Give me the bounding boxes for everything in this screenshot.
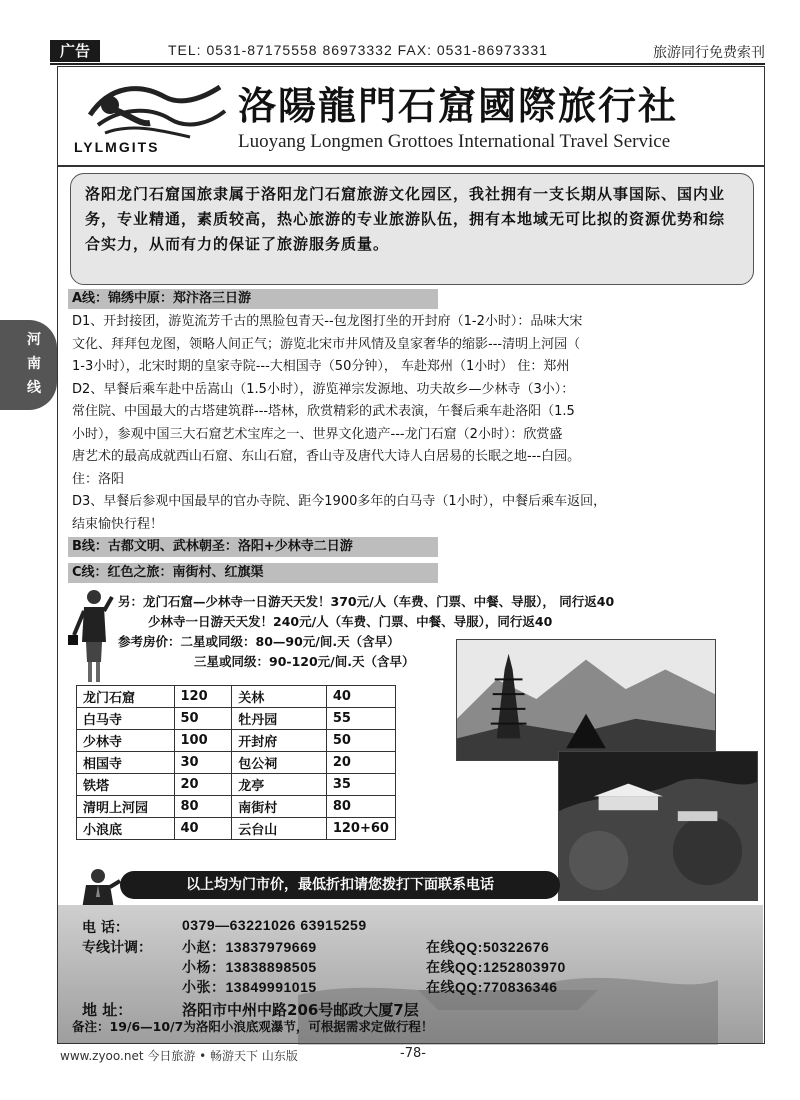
table-row: 龙门石窟 120 关林 40 [77,686,396,708]
promo-line: 少林寺一日游天天发！240元/人（车费、门票、中餐、导服），同行返40 [148,614,553,629]
staff-zhang-qq: 在线QQ:770836346 [426,979,558,995]
page-footer [60,1045,760,1065]
itinerary-line: 住：洛阳 [72,471,125,487]
staff-zhang: 小张：13849991015 [182,979,317,995]
route-a-title: A线：锦绣中原：郑汴洛三日游 [68,289,438,309]
henan-line-tab [0,320,57,410]
logo-acronym: LYLMGITS [74,139,160,155]
itinerary-line: 小时），参观中国三大石窟艺术宝库之一、世界文化遗产---龙门石窟（2小时）：欣赏盛 [72,426,563,442]
agency-header [58,67,764,167]
staff-zhao: 小赵：13837979669 [182,939,317,955]
address-label: 地 址： [82,1001,133,1019]
itinerary-line: D2、早餐后乘车赴中岳嵩山（1.5小时），游览禅宗发源地、功夫故乡—少林寺（3小）： [72,381,575,397]
side-tab-label: 河 南 线 [27,332,41,396]
businessman-icon [76,867,122,909]
table-row: 少林寺 100 开封府 50 [77,730,396,752]
table-row: 清明上河园 80 南街村 80 [77,796,396,818]
route-a-itinerary [72,311,762,536]
festival-note: 备注：19/6—10/7为洛阳小浪底观瀑节，可根据需求定做行程！ [72,1019,434,1034]
temple-photo [558,751,758,901]
table-row: 白马寺 50 牡丹园 55 [77,708,396,730]
free-index-note: 旅游同行免费索刊 [653,45,765,61]
tel-fax-line: TEL: 0531-87175558 86973332 FAX: 0531-86973331 [168,42,548,58]
itinerary-line: D1、开封接团，游览流芳千古的黑脸包青天--包龙图打坐的开封府（1-2小时）：品味大宋 [72,314,583,329]
table-row: 相国寺 30 包公祠 20 [77,752,396,774]
agency-name-en: Luoyang Longmen Grottoes International Travel Service [238,131,671,152]
promo-line: 另：龙门石窟—少林寺一日游天天发！370元/人（车费、门票、中餐、导服）， 同行返40 [118,594,615,609]
itinerary-line: 唐艺术的最高成就西山石窟、东山石窟，香山寺及唐代大诗人白居易的长眠之地---白园。 [72,449,581,464]
address-value: 洛阳市中州中路206号邮政大厦7层 [182,1001,419,1019]
itinerary-line: 结束愉快行程！ [72,516,164,532]
intro-panel: 洛阳龙门石窟国旅隶属于洛阳龙门石窟旅游文化园区，我社拥有一支长期从事国际、国内业务，专业精通，素质较高，热心旅游的专业旅游队伍，拥有本地域无可比拟的资源优势和综合实力，从而有力的保证了旅游服务质量。 [70,173,754,285]
itinerary-line: 常住院、中国最大的古塔建筑群---塔林，欣赏精彩的武术表演，午餐后乘车赴洛阳（1.5 [72,404,575,419]
phone-value: 0379—63221026 63915259 [182,917,367,933]
staff-yang: 小杨：13838898505 [182,959,317,975]
promo-line: 三星或同级：90-120元/间.天（含早） [194,654,415,669]
itinerary-line: D3、早餐后参观中国最早的官办寺院、距今1900多年的白马寺（1小时），中餐后乘车返回， [72,494,607,509]
ticket-price-table [76,685,396,840]
top-rule [50,63,765,65]
promo-line: 参考房价：二星或同级：80—90元/间.天（含早） [118,634,400,649]
table-row: 铁塔 20 龙亭 35 [77,774,396,796]
page-number: -78- [400,1046,426,1061]
phone-label: 电 话： [82,920,129,936]
itinerary-line: 1-3小时），北宋时期的皇家寺院---大相国寺（50分钟）， 车赴郑州（1小时） 住：郑州 [72,359,570,374]
hotline-label: 专线计调： [82,940,152,956]
top-bar [50,38,765,64]
agency-name-cn: 洛陽龍門石窟國際旅行社 [238,83,679,128]
staff-zhao-qq: 在线QQ:50322676 [426,939,550,955]
route-c-title: C线：红色之旅：南街村、红旗渠 [68,563,438,583]
itinerary-line: 文化、拜拜包龙图，领略人间正气；游览北宋市井风情及皇家奢华的缩影---清明上河园（ [72,336,581,352]
ad-frame [57,66,765,1044]
staff-yang-qq: 在线QQ:1252803970 [426,959,566,975]
contact-panel [58,905,763,1043]
ad-tag: 广告 [50,40,100,62]
footer-site: www.zyoo.net 今日旅游 • 畅游天下 山东版 [60,1049,298,1063]
table-row: 小浪底 40 云台山 120+60 [77,818,396,840]
route-b-title: B线：古都文明、武林朝圣：洛阳+少林寺二日游 [68,537,438,557]
pagoda-photo [456,639,716,761]
discount-call-banner: 以上均为门市价，最低折扣请您拨打下面联系电话 [120,871,560,899]
businesswoman-icon [68,587,118,687]
